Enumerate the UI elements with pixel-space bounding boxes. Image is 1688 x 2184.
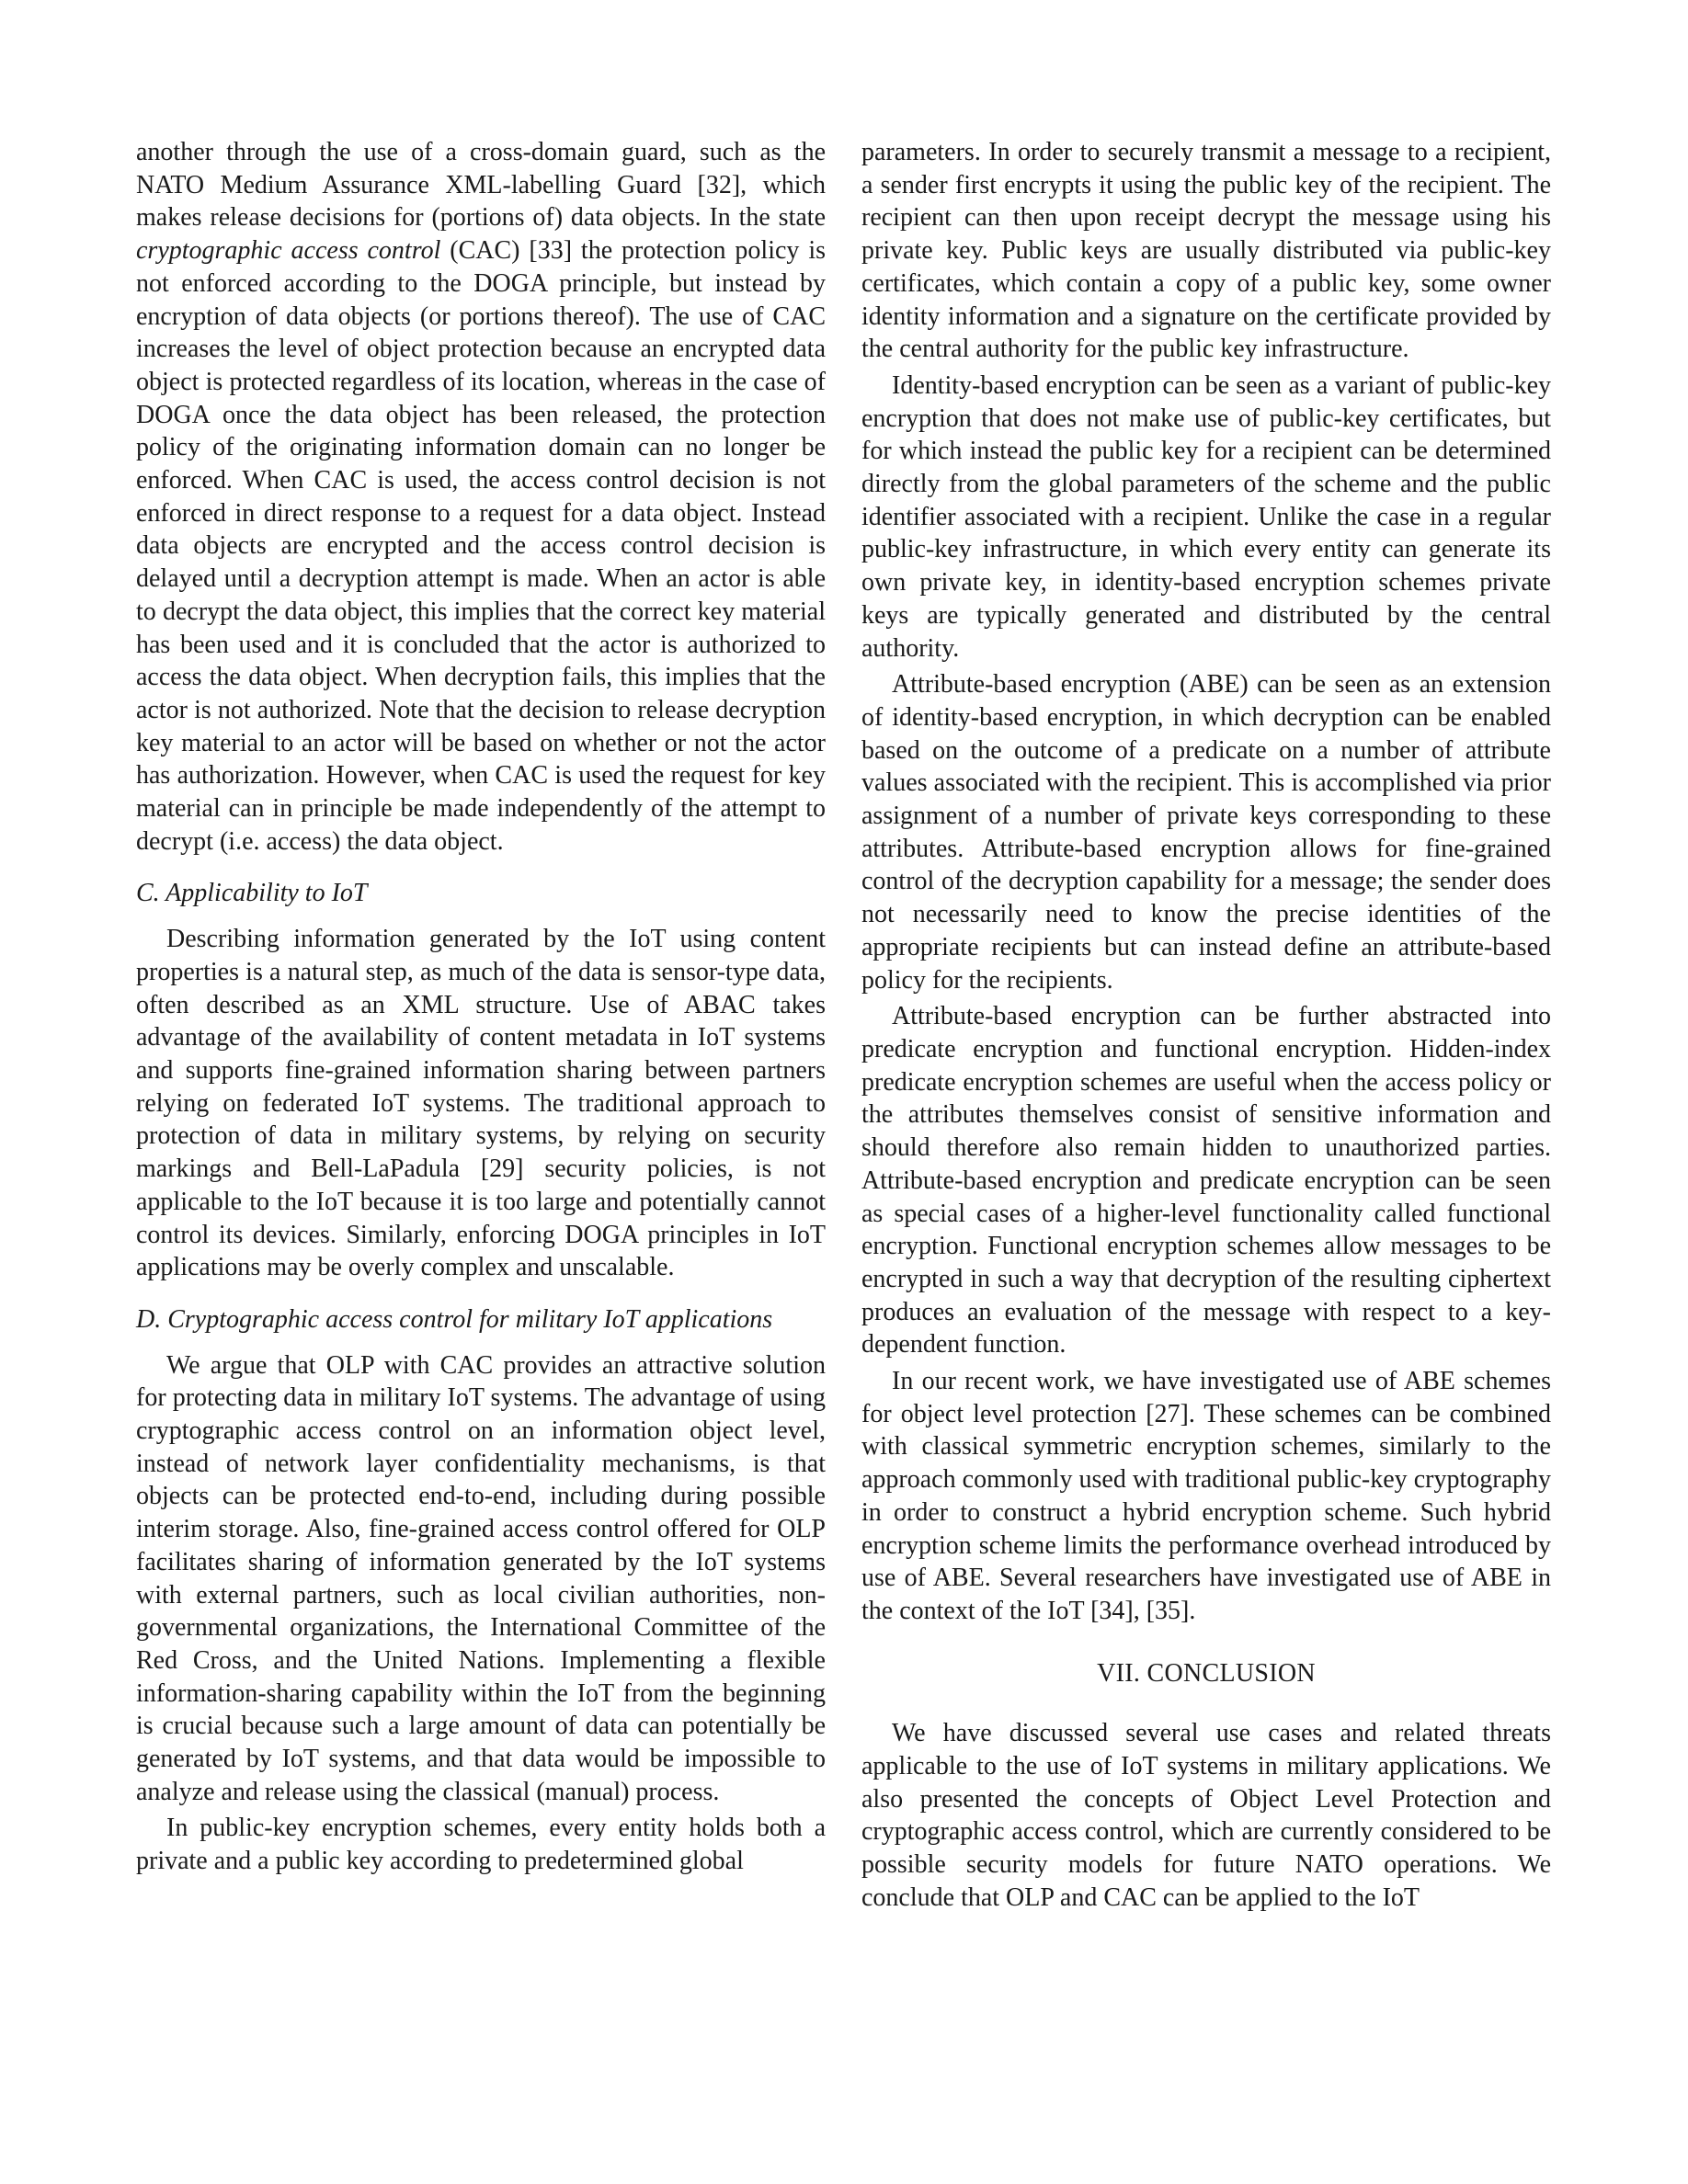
section-title-rest: ONCLUSION — [1164, 1658, 1316, 1688]
paragraph-identity-based: Identity-based encryption can be seen as a variant of public-key encryption that does not make use of public-key certificates, but for which instead the public key for a recipient can be determined directly from the global parameters of the scheme and the public identifier associated with a recipient. Unlike the case in a regular public-key infrastructure, in which every entity can generate its own private key, in identity-based encryption schemes private keys are typically generated and distributed by the central authority. — [861, 370, 1551, 663]
paragraph-predicate-functional: Attribute-based encryption can be further abstracted into predicate encryption and functional encryption. Hidden-index predicate encryption schemes are useful when the access policy or the attributes themselves consist of sensitive information and should therefore also remain hidden to unauthorized parties. Attribute-based encryption and predicate encryption can be seen as special cases of a higher-level functionality called functional encryption. Functional encryption schemes allow messages to be encrypted in such a way that decryption of the resulting ciphertext produces an evaluation of the message with respect to a key-dependent function. — [861, 1002, 1551, 1359]
paragraph-conclusion: We have discussed several use cases and related threats applicable to the use of IoT systems in military applications. We also presented the concepts of Object Level Protection and cryptographic access control, which are currently considered to be possible security models for future NATO operations. We conclude that OLP and CAC can be applied to the IoT — [861, 1719, 1551, 1912]
emphasis-term: cryptographic access control — [136, 236, 441, 266]
left-column — [136, 136, 826, 1878]
paragraph-cac-description — [136, 136, 826, 858]
subsection-heading-c: C. Applicability to IoT — [136, 879, 368, 908]
section-heading-conclusion — [861, 1657, 1551, 1690]
paragraph-attribute-based: Attribute-based encryption (ABE) can be seen as an extension of identity-based encryption, in which decryption can be enabled based on the outcome of a predicate on a number of attribute values associated with the recipient. This is accomplished via prior assignment of a number of private keys corresponding to these attributes. Attribute-based encryption allows for fine-grained control of the decryption capability for a message; the sender does not necessarily need to know the precise identities of the appropriate recipients but can instead define an attribute-based policy for the recipients. — [861, 670, 1551, 995]
paragraph-olp-cac: We argue that OLP with CAC provides an attractive solution for protecting data in military IoT systems. The advantage of using cryptographic access control on an information object level, instead of network layer confidentiality mechanisms, is that objects can be protected end-to-end, including during possible interim storage. Also, fine-grained access control offered for OLP facilitates sharing of information generated by the IoT systems with external partners, such as local civilian authorities, non-governmental organizations, the International Committee of the Red Cross, and the United Nations. Implementing a flexible information-sharing capability within the IoT from the beginning is crucial because such a large amount of data can potentially be generated by IoT systems, and that data would be impossible to analyze and release using the classical (manual) process. — [136, 1350, 826, 1806]
section-number: VII. C — [1097, 1658, 1165, 1688]
paragraph-public-key-start: In public-key encryption schemes, every entity holds both a private and a public key according to predetermined global — [136, 1814, 826, 1876]
subsection-heading-d: D. Cryptographic access control for military IoT applications — [136, 1304, 773, 1334]
right-column — [861, 136, 1551, 1915]
paragraph-text: another through the use of a cross-domain guard, such as the NATO Medium Assurance XML-labelling Guard [32], which makes release decisions for (portions of) data objects. In the state — [136, 138, 826, 233]
paragraph-applicability: Describing information generated by the IoT using content properties is a natural step, as much of the data is sensor-type data, often described as an XML structure. Use of ABAC takes advantage of the availability of content metadata in IoT systems and supports fine-grained information sharing between partners relying on federated IoT systems. The traditional approach to protection of data in military systems, by relying on security markings and Bell-LaPadula [29] security policies, is not applicable to the IoT because it is too large and potentially cannot control its devices. Similarly, enforcing DOGA principles in IoT applications may be overly complex and unscalable. — [136, 925, 826, 1282]
paragraph-recent-work: In our recent work, we have investigated use of ABE schemes for object level protection [27]. These schemes can be combined with classical symmetric encryption schemes, similarly to the approach commonly used with traditional public-key cryptography in order to construct a hybrid encryption scheme. Such hybrid encryption scheme limits the performance overhead introduced by use of ABE. Several researchers have investigated use of ABE in the context of the IoT [34], [35]. — [861, 1367, 1551, 1625]
paragraph-public-key-cont: parameters. In order to securely transmit a message to a recipient, a sender first encrypts it using the public key of the recipient. The recipient can then upon receipt decrypt the message using his private key. Public keys are usually distributed via public-key certificates, which contain a copy of a public key, some owner identity information and a signature on the certificate provided by the central authority for the public key infrastructure. — [861, 138, 1551, 364]
paragraph-text: (CAC) [33] the protection policy is not enforced according to the DOGA principle, but instead by encryption of data objects (or portions thereof). The use of CAC increases the level of object protection because an encrypted data object is protected regardless of its location, whereas in the case of DOGA once the data object has been released, the protection policy of the originating information domain can no longer be enforced. When CAC is used, the access control decision is not enforced in direct response to a request for a data object. Instead data objects are encrypted and the access control decision is delayed until a decryption attempt is made. When an actor is able to decrypt the data object, this implies that the correct key material has been used and it is concluded that the actor is authorized to access the data object. When decryption fails, this implies that the actor is not authorized. Note that the decision to release decryption key material to an actor will be based on whether or not the actor has authorization. However, when CAC is used the request for key material can in principle be made independently of the attempt to decrypt (i.e. access) the data object. — [136, 236, 826, 856]
